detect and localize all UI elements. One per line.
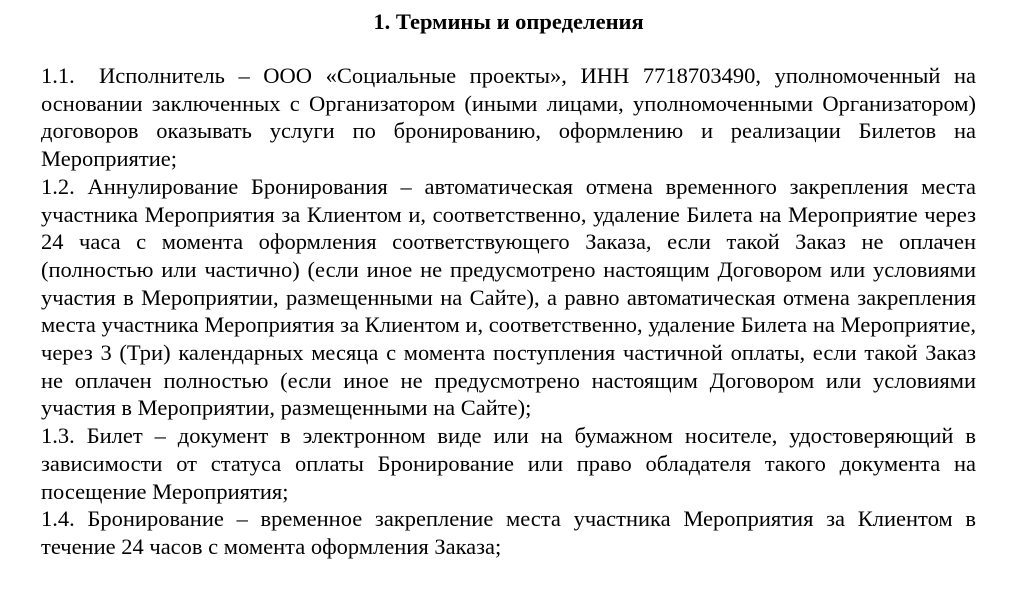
clause-number: 1.3. (41, 423, 75, 449)
clause-1-1 (41, 62, 976, 173)
clause-1-4 (41, 505, 976, 560)
clause-1-2 (41, 173, 976, 422)
clause-text: Аннулирование Бронирования – автоматическая отмена временного закрепления места участника Мероприятия за Клиентом и, соответственно, удаление Билета на Мероприятие через 24 часа с момента оформления соответствующего Заказа, если такой Заказ не оплачен (полностью или частично) (если иное не предусмотрено настоящим Договором или условиями участия в Мероприятии, размещенными на Сайте), а равно автоматическая отмена закрепления места участника Мероприятия за Клиентом и, соответственно, удаление Билета на Мероприятие, через 3 (Три) календарных месяца с момента поступления частичной оплаты, если такой Заказ не оплачен полностью (если иное не предусмотрено настоящим Договором или условиями участия в Мероприятии, размещенными на Сайте); (41, 173, 976, 421)
clause-number: 1.1. (41, 63, 75, 88)
document-page (41, 0, 976, 561)
clause-1-3 (41, 422, 976, 505)
clause-number: 1.2. (41, 173, 75, 199)
clause-list (41, 62, 976, 561)
clause-text: Билет – документ в электронном виде или на бумажном носителе, удостоверяющий в зависимости от статуса оплаты Бронирование или право обладателя такого документа на посещение Мероприятия; (41, 423, 976, 504)
clause-text: Бронирование – временное закрепление места участника Мероприятия за Клиентом в течение 24 часов с момента оформления Заказа; (41, 506, 976, 559)
clause-number: 1.4. (41, 506, 75, 532)
section-title: 1. Термины и определения (373, 9, 644, 34)
clause-text: Исполнитель – ООО «Социальные проекты», ИНН 7718703490, уполномоченный на основании заключенных с Организатором (иными лицами, уполномоченными Организатором) договоров оказывать услуги по бронированию, оформлению и реализации Билетов на Мероприятие; (41, 63, 976, 172)
